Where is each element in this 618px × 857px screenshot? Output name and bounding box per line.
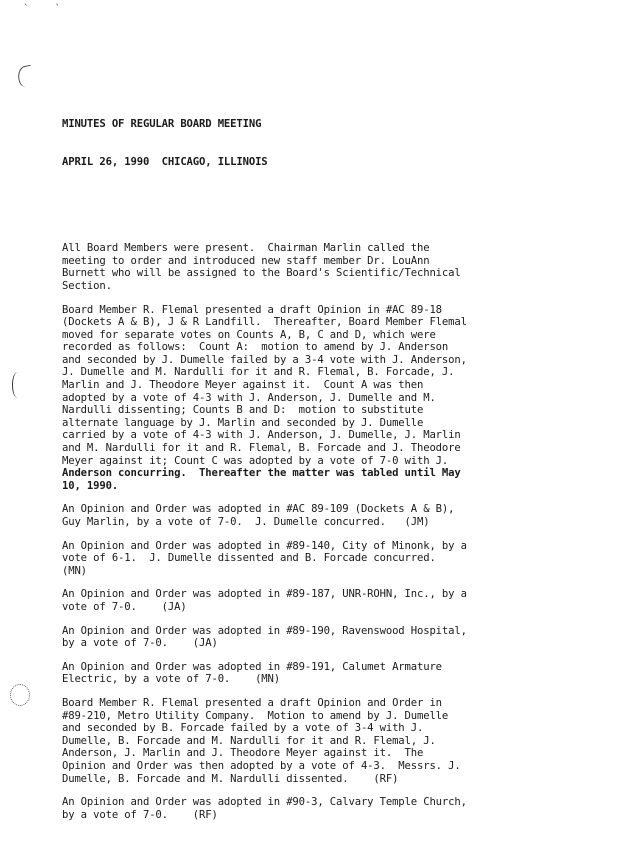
minutes-paragraph xyxy=(62,540,582,578)
paragraph-line: vote of 7-0. (JA) xyxy=(62,600,187,613)
paragraph-line: recorded as follows: Count A: motion to amend by J. Anderson xyxy=(62,341,449,354)
minutes-paragraph xyxy=(62,503,582,528)
punch-hole-mark xyxy=(12,372,23,398)
paragraph-line: 10, 1990. xyxy=(62,479,119,492)
paragraph-line: and seconded by J. Dumelle failed by a 3-4 vote with J. Anderson, xyxy=(62,353,467,366)
punch-hole-mark xyxy=(10,684,30,706)
paragraph-line: Board Member R. Flemal presented a draft Opinion and Order in xyxy=(62,696,442,709)
paragraph-line: vote of 6-1. J. Dumelle dissented and B. Forcade concurred. xyxy=(62,552,436,565)
minutes-heading xyxy=(62,93,582,194)
minutes-paragraph xyxy=(62,588,582,613)
paragraph-line: adopted by a vote of 4-3 with J. Anderson, J. Dumelle and M. xyxy=(62,391,436,404)
paragraph-line: All Board Members were present. Chairman Marlin called the xyxy=(62,242,430,255)
paragraph-line: by a vote of 7-0. (RF) xyxy=(62,808,218,821)
minutes-paragraph xyxy=(62,625,582,650)
paragraph-line: Guy Marlin, by a vote of 7-0. J. Dumelle concurred. (JM) xyxy=(62,516,430,528)
paragraph-line: carried by a vote of 4-3 with J. Anderson, J. Dumelle, J. Marlin xyxy=(62,429,461,442)
paragraph-line: Nardulli dissenting; Counts B and D: motion to substitute xyxy=(62,404,424,417)
paragraph-line: An Opinion and Order was adopted in #89-187, UNR-ROHN, Inc., by a xyxy=(62,588,467,601)
paragraph-line: Anderson concurring. Thereafter the matter was tabled until May xyxy=(62,467,461,480)
paragraph-line: An Opinion and Order was adopted in #89-140, City of Minonk, by a xyxy=(62,539,467,552)
paragraph-line: and seconded by B. Forcade failed by a vote of 3-4 with J. xyxy=(62,722,424,735)
punch-hole-mark xyxy=(16,65,35,89)
paragraph-line: Board Member R. Flemal presented a draft Opinion in #AC 89-18 xyxy=(62,303,442,316)
minutes-paragraph xyxy=(62,697,582,785)
paragraph-line: Anderson, J. Marlin and J. Theodore Meyer against it. The xyxy=(62,747,424,760)
paragraph-line: Marlin and J. Theodore Meyer against it. Count A was then xyxy=(62,379,424,392)
paragraph-line: alternate language by J. Marlin and seconded by J. Dumelle xyxy=(62,416,424,429)
paragraph-line: (Dockets A & B), J & R Landfill. Thereafter, Board Member Flemal xyxy=(62,316,467,329)
paragraph-line: Dumelle, B. Forcade and M. Nardulli for it and R. Flemal, J. xyxy=(62,734,436,747)
minutes-paragraph xyxy=(62,661,582,686)
paragraph-line: An Opinion and Order was adopted in #89-191, Calumet Armature xyxy=(62,660,442,673)
paragraph-line: An Opinion and Order was adopted in #90-3, Calvary Temple Church, xyxy=(62,796,467,809)
paragraph-line: #89-210, Metro Utility Company. Motion to amend by J. Dumelle xyxy=(62,709,449,722)
paragraph-line: J. Dumelle and M. Nardulli for it and R. Flemal, B. Forcade, J. xyxy=(62,366,455,379)
paragraph-line: An Opinion and Order was adopted in #89-190, Ravenswood Hospital, xyxy=(62,624,467,637)
paragraph-line: by a vote of 7-0. (JA) xyxy=(62,637,218,650)
paragraph-line: Meyer against it; Count C was adopted by a vote of 7-0 with J. xyxy=(62,454,449,467)
paragraph-line: and M. Nardulli for it and R. Flemal, B. Forcade and J. Theodore xyxy=(62,442,461,455)
paragraph-line: Section. xyxy=(62,279,112,292)
minutes-paragraph xyxy=(62,304,582,493)
paragraph-line: Opinion and Order was then adopted by a vote of 4-3. Messrs. J. xyxy=(62,759,461,772)
paragraph-line: Burnett who will be assigned to the Board's Scientific/Technical xyxy=(62,267,461,280)
paragraph-line: Electric, by a vote of 7-0. (MN) xyxy=(62,673,280,686)
minutes-title: MINUTES OF REGULAR BOARD MEETING xyxy=(62,118,262,131)
paragraph-line: meeting to order and introduced new staff member Dr. LouAnn xyxy=(62,254,430,267)
paragraph-line: An Opinion and Order was adopted in #AC 89-109 (Dockets A & B), xyxy=(62,503,455,516)
meeting-date-place: APRIL 26, 1990 CHICAGO, ILLINOIS xyxy=(62,156,268,169)
paragraph-line: moved for separate votes on Counts A, B, C and D, which were xyxy=(62,328,436,341)
paragraph-line: Dumelle, B. Forcade and M. Nardulli dissented. (RF) xyxy=(62,772,399,785)
minutes-body xyxy=(62,68,582,857)
minutes-paragraph xyxy=(62,242,582,292)
paragraph-line: (MN) xyxy=(62,564,87,577)
minutes-paragraphs xyxy=(62,242,582,821)
scan-speck-marks: ` ` xyxy=(24,4,72,14)
